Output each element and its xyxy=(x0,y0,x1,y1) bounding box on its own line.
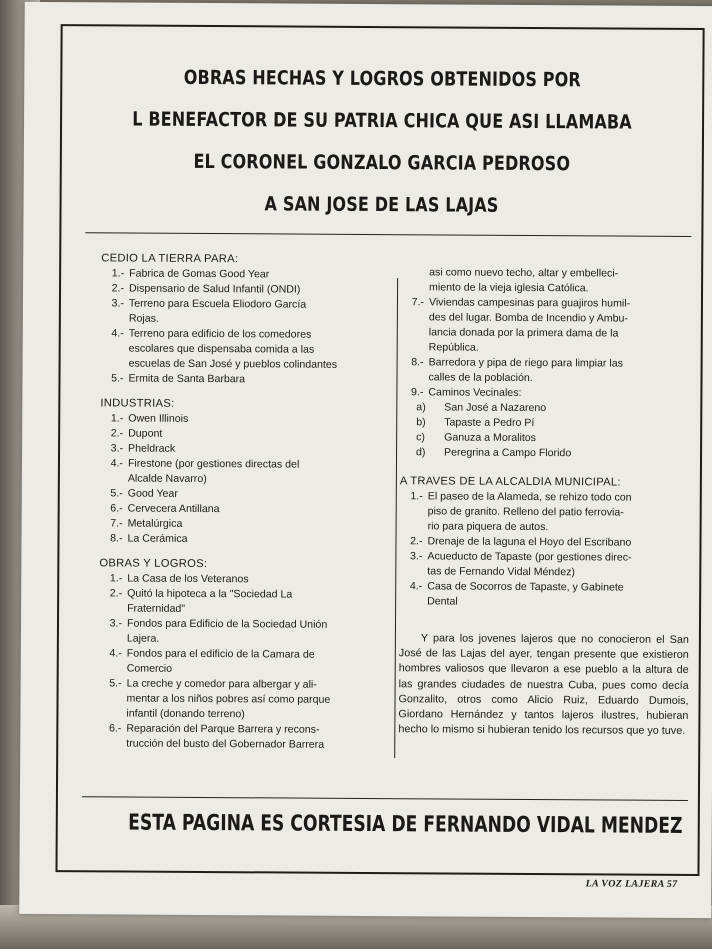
sub-item xyxy=(400,415,690,432)
item-number: 6.- xyxy=(110,502,123,515)
page-frame xyxy=(55,24,704,876)
item-text: calles de la población. xyxy=(428,371,533,385)
item-text: Dispensario de Salud Infantil (ONDI) xyxy=(129,282,301,296)
item-number: 3.- xyxy=(410,550,423,563)
list-item xyxy=(100,501,382,518)
item-number: 4.- xyxy=(409,580,423,593)
item-number: 7.- xyxy=(110,517,123,530)
list-right-items xyxy=(400,295,691,402)
list-item xyxy=(399,594,689,611)
item-text: des del lugar. Bomba de Incendio y Ambu- xyxy=(428,311,628,325)
item-text: piso de granito. Relleno del patio ferrovia- xyxy=(427,505,624,519)
sub-item-letter: c) xyxy=(416,431,426,444)
list-item xyxy=(101,326,383,343)
item-text: República. xyxy=(428,341,479,354)
item-number xyxy=(401,310,429,325)
item-text: La Cerámica xyxy=(127,532,188,545)
item-number xyxy=(99,631,127,646)
item-text: infantil (donando terreno) xyxy=(126,707,245,721)
item-number: 4.- xyxy=(109,647,122,660)
list-item xyxy=(401,340,691,357)
item-text: Owen Illinois xyxy=(128,412,189,425)
item-number: 2.- xyxy=(110,427,124,440)
item-number: 8.- xyxy=(110,532,123,545)
list-item xyxy=(99,676,381,693)
item-text: Cervecera Antillana xyxy=(127,502,220,516)
list-item xyxy=(99,616,381,633)
item-number xyxy=(399,564,427,579)
right-column xyxy=(398,265,691,739)
title-line: OBRAS HECHAS Y LOGROS OBTENIDOS POR xyxy=(183,65,581,92)
item-text: tas de Fernando Vidal Méndez) xyxy=(427,565,575,579)
list-item xyxy=(99,571,381,588)
item-text: trucción del busto del Gobernador Barrera xyxy=(126,737,325,751)
section-heading-cedio: CEDIO LA TIERRA PARA: xyxy=(101,252,239,266)
sub-item xyxy=(400,400,690,417)
sub-item-text: Tapaste a Pedro Pí xyxy=(444,416,535,430)
item-text: Dupont xyxy=(128,427,163,440)
item-number xyxy=(400,519,428,534)
list-item xyxy=(99,631,381,648)
list-alcaldia xyxy=(399,489,690,611)
list-item xyxy=(101,356,383,373)
item-text: La creche y comedor para albergar y ali- xyxy=(126,677,317,691)
item-text: Drenaje de la laguna el Hoyo del Escribano xyxy=(427,535,632,549)
item-number: 7.- xyxy=(411,296,425,309)
sub-item-letter: a) xyxy=(416,401,426,414)
item-text: Acueducto de Tapaste (por gestiones direc- xyxy=(427,550,632,564)
list-industrias xyxy=(99,411,382,548)
item-text: Terreno para Escuela Eliodoro García xyxy=(128,297,307,311)
item-text: escuelas de San José y pueblos colindantes xyxy=(128,357,338,371)
item-text: Reparación del Parque Barrera y recons- xyxy=(126,722,320,736)
item-number: 3.- xyxy=(110,442,124,455)
item-text: lancia donada por la primera dama de la xyxy=(428,326,619,340)
title-divider xyxy=(85,232,691,237)
item-number: 2.- xyxy=(111,282,125,295)
section-heading-obras: OBRAS Y LOGROS: xyxy=(99,557,208,571)
list-item xyxy=(400,370,690,387)
list-item xyxy=(99,531,381,548)
item-text: Terreno para edificio de los comedores xyxy=(128,327,312,341)
sub-item xyxy=(400,430,690,447)
item-number xyxy=(399,594,427,609)
list-item xyxy=(399,549,689,566)
item-text: Ermita de Santa Barbara xyxy=(128,372,246,386)
item-number xyxy=(401,325,429,340)
item-number: 3.- xyxy=(111,297,124,310)
list-item xyxy=(98,736,380,753)
item-number: 3.- xyxy=(109,617,123,630)
item-number: 8.- xyxy=(411,356,424,369)
item-number xyxy=(99,601,127,616)
item-text: Pheldrack xyxy=(128,442,176,455)
continuation-line: miento de la vieja iglesia Católica. xyxy=(429,281,589,295)
item-text: Fondos para Edificio de la Sociedad Unión xyxy=(126,617,328,631)
list-item xyxy=(400,504,690,521)
item-number: 5.- xyxy=(111,372,124,385)
list-item xyxy=(401,355,691,372)
list-item xyxy=(99,586,381,603)
item-number xyxy=(98,691,126,706)
list-obras xyxy=(98,571,381,753)
column-divider xyxy=(394,278,398,758)
item-text: El paseo de la Alameda, se rehizo todo con xyxy=(427,490,632,504)
item-number: 6.- xyxy=(108,722,122,735)
item-text: Alcalde Navarro) xyxy=(127,472,207,486)
item-number xyxy=(101,311,129,326)
magazine-page xyxy=(19,2,712,918)
title-line: L BENEFACTOR DE SU PATRIA CHICA QUE ASI LLAMABA xyxy=(132,107,632,134)
item-text: Quitó la hipoteca a la "Sociedad La xyxy=(127,587,293,601)
item-text: Fabrica de Gomas Good Year xyxy=(129,267,270,281)
item-number xyxy=(98,706,126,721)
list-item xyxy=(101,341,383,358)
sub-item xyxy=(400,445,690,462)
list-item xyxy=(99,646,381,663)
list-item xyxy=(101,281,383,298)
list-item xyxy=(400,489,690,506)
item-text: Metalúrgica xyxy=(127,517,183,530)
item-text: Lajera. xyxy=(126,632,160,645)
sub-item-letter: d) xyxy=(416,446,426,459)
list-caminos xyxy=(400,400,690,462)
item-text: Barredora y pipa de riego para limpiar las xyxy=(428,356,623,370)
list-item xyxy=(100,441,382,458)
list-item xyxy=(100,486,382,503)
item-number xyxy=(400,370,428,385)
list-item xyxy=(100,371,382,388)
list-item xyxy=(399,579,689,596)
item-text: Rojas. xyxy=(128,312,159,325)
section-heading-industrias: INDUSTRIAS: xyxy=(100,397,175,410)
item-number xyxy=(98,736,126,751)
item-number xyxy=(400,504,428,519)
list-item xyxy=(400,385,690,402)
item-number: 1.- xyxy=(110,412,124,425)
item-number: 4.- xyxy=(111,327,124,340)
sub-item-letter: b) xyxy=(416,416,426,429)
item-text: Fondos para el edificio de la Camara de xyxy=(126,647,315,661)
item-number: 4.- xyxy=(110,457,124,470)
item-text: Fraternidad" xyxy=(127,602,186,615)
item-number: 1.- xyxy=(109,572,123,585)
item-text: escolares que dispensaba comida a las xyxy=(128,342,315,356)
item-text: Good Year xyxy=(127,487,178,500)
list-item xyxy=(98,721,380,738)
item-text: Caminos Vecinales: xyxy=(428,386,522,399)
item-number xyxy=(101,356,129,371)
list-item xyxy=(98,706,380,723)
list-item xyxy=(401,310,691,327)
list-item xyxy=(99,601,381,618)
item-text: Comercio xyxy=(126,662,173,675)
page-number: LA VOZ LAJERA 57 xyxy=(585,878,678,890)
item-text: Dental xyxy=(427,595,458,608)
list-item xyxy=(101,311,383,328)
left-column xyxy=(98,251,383,753)
list-item xyxy=(101,266,383,283)
item-number: 5.- xyxy=(109,677,122,690)
list-item xyxy=(401,295,691,312)
sub-item-text: Peregrina a Campo Florido xyxy=(444,446,572,460)
list-cedio xyxy=(100,266,383,388)
item-number: 2.- xyxy=(109,587,123,600)
item-number: 2.- xyxy=(410,535,423,548)
item-number: 9.- xyxy=(411,386,424,399)
item-number: 1.- xyxy=(410,490,423,503)
list-item xyxy=(400,519,690,536)
item-number xyxy=(101,341,129,356)
item-number xyxy=(401,340,429,355)
list-item xyxy=(100,471,382,488)
list-item xyxy=(99,661,381,678)
list-item xyxy=(399,534,689,551)
list-item xyxy=(101,296,383,313)
item-text: Viviendas campesinas para guajiros humil- xyxy=(428,296,631,310)
list-item xyxy=(100,411,382,428)
item-text: Casa de Socorros de Tapaste, y Gabinete xyxy=(427,580,624,594)
list-item xyxy=(399,564,689,581)
closing-paragraph: Y para los jovenes lajeros que no conocieron el San José de las Lajas del ayer, tengan presente que existieron hombres valiosos que llevaron a ese pueblo a la altura de las grandes ciudades de nuestra Cuba, pues como decía Gonzalito, otros como Alicio Ruiz, Eduardo Dumois, Giordano Hernández y tantos lajeros ilustres, hubieran hecho lo mismo si hubieran tenido los recursos que yo tuve. xyxy=(398,632,689,738)
section-heading-alcaldia: A TRAVES DE LA ALCALDIA MUNICIPAL: xyxy=(399,475,621,489)
item-text: mentar a los niños pobres así como parque xyxy=(126,692,331,706)
item-number xyxy=(100,471,128,486)
sub-item-text: San José a Nazareno xyxy=(444,401,547,415)
item-text: Firestone (por gestiones directas del xyxy=(127,457,300,471)
sub-item-text: Ganuza a Moralitos xyxy=(444,431,537,445)
list-item xyxy=(100,456,382,473)
list-item xyxy=(401,325,691,342)
item-text: La Casa de los Veteranos xyxy=(127,572,249,586)
item-text: rio para piquera de autos. xyxy=(427,520,549,534)
item-number xyxy=(99,661,127,676)
title-line: A SAN JOSE DE LAS LAJAS xyxy=(264,192,499,217)
item-number: 1.- xyxy=(111,267,125,280)
item-number: 5.- xyxy=(110,487,123,500)
courtesy-footer: ESTA PAGINA ES CORTESIA DE FERNANDO VIDAL MENDEZ xyxy=(128,810,683,839)
list-item xyxy=(100,516,382,533)
footer-divider xyxy=(82,796,688,801)
list-item xyxy=(98,691,380,708)
title-line: EL CORONEL GONZALO GARCIA PEDROSO xyxy=(193,149,571,176)
list-item xyxy=(100,426,382,443)
page-title xyxy=(119,56,645,227)
continuation-line: asi como nuevo techo, altar y embelleci- xyxy=(429,266,619,280)
